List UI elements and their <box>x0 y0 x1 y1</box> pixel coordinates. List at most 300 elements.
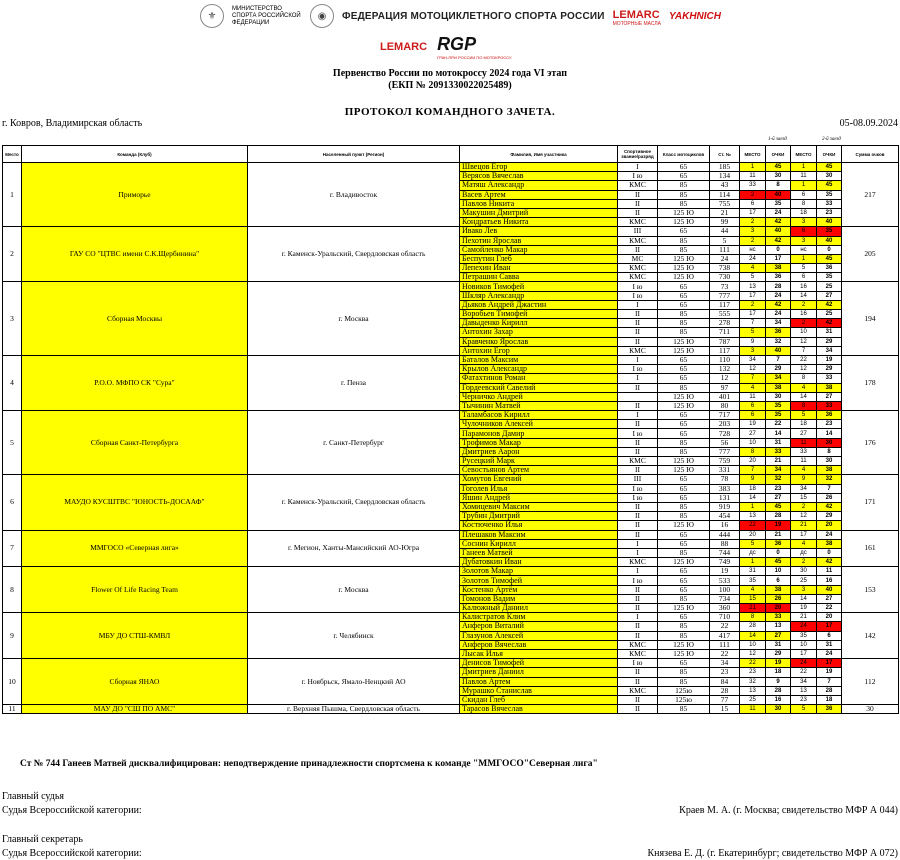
rider-number: 711 <box>710 328 740 337</box>
team-total-points: 153 <box>842 567 899 613</box>
col-r2-pts: ОЧКИ <box>817 146 842 163</box>
race2-place: 22 <box>791 355 817 364</box>
race1-place: 13 <box>740 686 766 695</box>
rider-name: Яшин Андрей <box>460 493 618 502</box>
race2-points: 19 <box>817 668 842 677</box>
rider-rank: II <box>618 337 658 346</box>
rider-rank: I ю <box>618 576 658 585</box>
rider-number: 717 <box>710 411 740 420</box>
rider-class: 85 <box>658 631 710 640</box>
race1-place: 1 <box>740 502 766 511</box>
race1-points: 19 <box>766 521 791 530</box>
team-city: г. Каменск-Уральский, Свердловская область <box>248 227 460 282</box>
rider-class: 85 <box>658 181 710 190</box>
rider-rank <box>618 392 658 401</box>
table-row <box>3 411 899 420</box>
rider-number: 19 <box>710 567 740 576</box>
rider-class: 65 <box>658 411 710 420</box>
race2-place: 8 <box>791 401 817 410</box>
rider-number: 21 <box>710 208 740 217</box>
race1-label: 1-й заезд <box>768 137 787 142</box>
race1-points: 22 <box>766 420 791 429</box>
race2-points: 11 <box>817 567 842 576</box>
race2-place: 2 <box>791 319 817 328</box>
race2-place: 12 <box>791 337 817 346</box>
race1-points: 36 <box>766 328 791 337</box>
rider-name: Чулочников Алексей <box>460 420 618 429</box>
race2-place: 3 <box>791 236 817 245</box>
race2-points: 24 <box>817 530 842 539</box>
col-class: Класс мотоциклов <box>658 146 710 163</box>
race2-points: 42 <box>817 558 842 567</box>
rider-class: 65 <box>658 429 710 438</box>
race1-place: 8 <box>740 447 766 456</box>
race1-points: 29 <box>766 649 791 658</box>
race1-place: 14 <box>740 493 766 502</box>
rider-number: 22 <box>710 622 740 631</box>
rider-number: 185 <box>710 163 740 172</box>
rider-number: 22 <box>710 649 740 658</box>
team-place: 5 <box>3 411 22 475</box>
rider-name: Матяш Александр <box>460 181 618 190</box>
race2-place: 8 <box>791 199 817 208</box>
race1-place: 6 <box>740 401 766 410</box>
race2-place: 6 <box>791 190 817 199</box>
rider-rank: II <box>618 245 658 254</box>
race1-points: 29 <box>766 365 791 374</box>
race2-points: 27 <box>817 291 842 300</box>
race2-points: 0 <box>817 548 842 557</box>
race1-points: 17 <box>766 254 791 263</box>
race1-points: 0 <box>766 548 791 557</box>
race2-place: 4 <box>791 466 817 475</box>
rider-rank: МС <box>618 254 658 263</box>
race2-points: 20 <box>817 521 842 530</box>
team-name: Сборная Москвы <box>22 282 248 356</box>
rider-number: 88 <box>710 539 740 548</box>
rider-number: 777 <box>710 447 740 456</box>
rider-class: 125 Ю <box>658 273 710 282</box>
rider-rank: I <box>618 548 658 557</box>
race2-points: 40 <box>817 585 842 594</box>
race2-points: 24 <box>817 649 842 658</box>
race1-points: 45 <box>766 163 791 172</box>
rider-name: Анферов Вячеслав <box>460 640 618 649</box>
rider-number: 12 <box>710 374 740 383</box>
rider-number: 80 <box>710 401 740 410</box>
rider-rank: II <box>618 383 658 392</box>
team-place: 11 <box>3 705 22 714</box>
rider-name: Дмитриев Даниил <box>460 668 618 677</box>
race1-points: 21 <box>766 457 791 466</box>
rider-number: 43 <box>710 181 740 190</box>
rider-rank: II <box>618 622 658 631</box>
rider-name: Дьяков Андрей Джастин <box>460 300 618 309</box>
race2-place: 18 <box>791 208 817 217</box>
race1-place: 21 <box>740 604 766 613</box>
rider-class: 125ю <box>658 695 710 704</box>
rider-rank: II <box>618 604 658 613</box>
race2-points: 45 <box>817 181 842 190</box>
rider-rank: II <box>618 208 658 217</box>
race1-place: 2 <box>740 236 766 245</box>
race1-place: 6 <box>740 411 766 420</box>
col-rank: Спортивное звание/разряд <box>618 146 658 163</box>
rider-name: Анферов Виталий <box>460 622 618 631</box>
race2-place: 35 <box>791 631 817 640</box>
rider-rank: II <box>618 199 658 208</box>
team-total-points: 112 <box>842 659 899 705</box>
race2-place: 10 <box>791 640 817 649</box>
race2-place: 19 <box>791 604 817 613</box>
race2-points: 33 <box>817 199 842 208</box>
race1-points: 40 <box>766 227 791 236</box>
rider-rank: II <box>618 319 658 328</box>
race1-points: 16 <box>766 695 791 704</box>
race2-place: 2 <box>791 558 817 567</box>
rider-class: 65 <box>658 585 710 594</box>
race1-place: 27 <box>740 429 766 438</box>
rider-number: 555 <box>710 310 740 319</box>
rider-name: Гоголев Илья <box>460 484 618 493</box>
race2-place: 8 <box>791 374 817 383</box>
race2-points: 32 <box>817 475 842 484</box>
chief-judge-name: Краев М. А. (г. Москва; свидетельство МФР А 044) <box>679 805 898 816</box>
lemarc-logo-2: LEMARC <box>380 41 428 53</box>
rider-number: 533 <box>710 576 740 585</box>
race2-points: 19 <box>817 355 842 364</box>
race2-points: 23 <box>817 420 842 429</box>
race1-place: 6 <box>740 199 766 208</box>
rgp-text: RGP <box>437 34 477 54</box>
race1-points: 28 <box>766 686 791 695</box>
venue-city: г. Ковров, Владимирская область <box>2 118 143 129</box>
rider-class: 125 Ю <box>658 457 710 466</box>
rider-number: 132 <box>710 365 740 374</box>
rider-rank: II <box>618 310 658 319</box>
rider-class: 65 <box>658 291 710 300</box>
race2-points: 31 <box>817 328 842 337</box>
rider-rank: I ю <box>618 172 658 181</box>
race2-place: 23 <box>791 695 817 704</box>
race2-place: 21 <box>791 613 817 622</box>
race2-place: 33 <box>791 447 817 456</box>
rider-name: Тычинин Матвей <box>460 401 618 410</box>
rider-class: 85 <box>658 190 710 199</box>
race2-points: 17 <box>817 622 842 631</box>
rider-number: 759 <box>710 457 740 466</box>
race1-place: 28 <box>740 622 766 631</box>
rider-name: Кондратьев Никита <box>460 218 618 227</box>
race2-place: 12 <box>791 512 817 521</box>
race1-place: 13 <box>740 282 766 291</box>
race1-place: 1 <box>740 558 766 567</box>
rider-rank: II <box>618 705 658 714</box>
rider-rank: II <box>618 401 658 410</box>
team-name: Сборная Санкт-Петербурга <box>22 411 248 475</box>
race2-label: 2-й заезд <box>822 137 841 142</box>
rider-class: 65 <box>658 365 710 374</box>
chief-secretary-title: Главный секретарь <box>2 834 83 845</box>
rider-class: 65 <box>658 659 710 668</box>
team-place: 9 <box>3 613 22 659</box>
race1-place: 11 <box>740 172 766 181</box>
race2-place: 15 <box>791 493 817 502</box>
race2-points: 29 <box>817 365 842 374</box>
race2-points: 7 <box>817 484 842 493</box>
rider-rank: II <box>618 420 658 429</box>
race1-place: 8 <box>740 613 766 622</box>
rider-number: 78 <box>710 475 740 484</box>
rider-name: Петрашин Савва <box>460 273 618 282</box>
race1-points: 40 <box>766 346 791 355</box>
rider-rank: II <box>618 447 658 456</box>
race1-points: 34 <box>766 374 791 383</box>
federation-emblem-icon: ◉ <box>310 4 334 28</box>
race1-points: 38 <box>766 383 791 392</box>
race1-points: 36 <box>766 539 791 548</box>
race2-place: 24 <box>791 622 817 631</box>
rider-name: Макушин Дмитрий <box>460 208 618 217</box>
rider-number: 111 <box>710 640 740 649</box>
race1-points: 35 <box>766 401 791 410</box>
rider-name: Самойленко Макар <box>460 245 618 254</box>
rider-number: 749 <box>710 558 740 567</box>
race2-place: 34 <box>791 484 817 493</box>
team-place: 4 <box>3 355 22 410</box>
rider-class: 65 <box>658 420 710 429</box>
team-place: 3 <box>3 282 22 356</box>
rider-number: 100 <box>710 585 740 594</box>
team-place: 7 <box>3 530 22 567</box>
rider-name: Крылов Александр <box>460 365 618 374</box>
race2-points: 20 <box>817 613 842 622</box>
table-row <box>3 705 899 714</box>
race2-points: 35 <box>817 227 842 236</box>
race1-place: 33 <box>740 181 766 190</box>
rider-name: Шкляр Александр <box>460 291 618 300</box>
rider-rank: КМС <box>618 236 658 245</box>
race2-place: 5 <box>791 705 817 714</box>
rider-number: 28 <box>710 686 740 695</box>
rider-number: 383 <box>710 484 740 493</box>
race2-place: 4 <box>791 383 817 392</box>
race2-place: 14 <box>791 594 817 603</box>
rider-name: Костенко Артём <box>460 585 618 594</box>
rider-class: 125 Ю <box>658 218 710 227</box>
rider-name: Плешаков Максим <box>460 530 618 539</box>
rider-name: Русецкий Марк <box>460 457 618 466</box>
race1-points: 45 <box>766 558 791 567</box>
rider-class: 125 Ю <box>658 208 710 217</box>
col-city: Населенный пункт (Регион) <box>248 146 460 163</box>
rider-class: 125 Ю <box>658 337 710 346</box>
rider-rank: КМС <box>618 264 658 273</box>
rider-class: 65 <box>658 355 710 364</box>
rider-name: Антохин Егор <box>460 346 618 355</box>
race1-points: 20 <box>766 604 791 613</box>
rider-class: 125 Ю <box>658 604 710 613</box>
table-row <box>3 282 899 291</box>
race1-place: 17 <box>740 291 766 300</box>
race2-points: 38 <box>817 466 842 475</box>
race2-place: 1 <box>791 181 817 190</box>
rider-number: 134 <box>710 172 740 181</box>
rider-name: Калистратов Клим <box>460 613 618 622</box>
disqualification-note: Ст № 744 Ганеев Матвей дисквалифицирован: неподтверждение принадлежности спортсмена к команде "ММГОСО"Северная лига" <box>20 759 598 769</box>
rider-name: Давыденко Кирилл <box>460 319 618 328</box>
rider-rank: I ю <box>618 484 658 493</box>
race1-place: 34 <box>740 355 766 364</box>
team-city: г. Владивосток <box>248 163 460 227</box>
race2-points: 25 <box>817 310 842 319</box>
race2-points: 40 <box>817 218 842 227</box>
rider-rank: II <box>618 190 658 199</box>
rider-name: Кравченко Ярослав <box>460 337 618 346</box>
race2-points: 33 <box>817 401 842 410</box>
rider-name: Глазунов Алексей <box>460 631 618 640</box>
rider-number: 110 <box>710 355 740 364</box>
team-total-points: 161 <box>842 530 899 567</box>
race2-points: 27 <box>817 392 842 401</box>
race2-points: 42 <box>817 502 842 511</box>
race1-points: 38 <box>766 264 791 273</box>
rider-rank: I <box>618 163 658 172</box>
race2-place: 25 <box>791 576 817 585</box>
rider-rank: КМС <box>618 640 658 649</box>
race2-points: 29 <box>817 337 842 346</box>
team-city: г. Санкт-Петербург <box>248 411 460 475</box>
rider-name: Золотов Тимофей <box>460 576 618 585</box>
race2-points: 42 <box>817 300 842 309</box>
race1-place: 24 <box>740 254 766 263</box>
race2-place: 14 <box>791 291 817 300</box>
race-heads <box>0 137 900 145</box>
race1-points: 35 <box>766 411 791 420</box>
race2-points: 0 <box>817 245 842 254</box>
lemarc-logo <box>613 5 661 27</box>
race1-place: 22 <box>740 659 766 668</box>
rider-number: 401 <box>710 392 740 401</box>
race2-points: 36 <box>817 705 842 714</box>
sponsor-logos-row-2 <box>380 34 580 60</box>
race2-points: 33 <box>817 374 842 383</box>
lemarc-text: LEMARC <box>612 9 660 21</box>
lemarc-subtext: МОТОРНЫЕ МАСЛА <box>612 21 661 27</box>
team-total-points: 194 <box>842 282 899 356</box>
race2-points: 25 <box>817 282 842 291</box>
rider-name: Тарасов Вячеслав <box>460 705 618 714</box>
race2-points: 26 <box>817 493 842 502</box>
rider-class: 125 Ю <box>658 346 710 355</box>
race1-place: 10 <box>740 640 766 649</box>
race1-place: 12 <box>740 649 766 658</box>
rider-name: Трофимов Макар <box>460 438 618 447</box>
race2-place: 17 <box>791 530 817 539</box>
rider-rank: I <box>618 613 658 622</box>
race1-place: 17 <box>740 310 766 319</box>
race2-points: 8 <box>817 447 842 456</box>
race1-place: 3 <box>740 227 766 236</box>
race1-points: 21 <box>766 530 791 539</box>
rider-class: 65 <box>658 613 710 622</box>
race2-place: 14 <box>791 392 817 401</box>
race1-points: 23 <box>766 484 791 493</box>
championship-title: Первенство России по мотокроссу 2024 года VI этап <box>332 68 568 79</box>
race2-points: 42 <box>817 319 842 328</box>
race2-place: 3 <box>791 218 817 227</box>
team-name: Flower Of Life Racing Team <box>22 567 248 613</box>
rider-number: 15 <box>710 705 740 714</box>
rider-rank: II <box>618 438 658 447</box>
race1-points: 13 <box>766 622 791 631</box>
rider-rank: КМС <box>618 558 658 567</box>
rider-number: 278 <box>710 319 740 328</box>
race2-points: 40 <box>817 236 842 245</box>
rider-name: Калюжный Даниил <box>460 604 618 613</box>
race1-points: 32 <box>766 475 791 484</box>
team-total-points: 205 <box>842 227 899 282</box>
rider-rank: II <box>618 594 658 603</box>
race1-points: 42 <box>766 236 791 245</box>
rgp-subtext: ГРАН-ПРИ РОССИИ ПО МОТОКРОССУ <box>437 55 512 60</box>
race1-points: 24 <box>766 208 791 217</box>
table-row <box>3 613 899 622</box>
rider-name: Беспутин Глеб <box>460 254 618 263</box>
rider-number: 744 <box>710 548 740 557</box>
rider-number: 331 <box>710 466 740 475</box>
rider-number: 117 <box>710 346 740 355</box>
rider-name: Денисов Тимофей <box>460 659 618 668</box>
team-name: ГАУ СО "ЦТВС имени С.К.Щербинина" <box>22 227 248 282</box>
rider-rank: КМС <box>618 649 658 658</box>
race1-place: 18 <box>740 484 766 493</box>
protocol-title: ПРОТОКОЛ КОМАНДНОГО ЗАЧЕТА. <box>344 106 556 118</box>
race2-place: 27 <box>791 429 817 438</box>
rider-class: 85 <box>658 622 710 631</box>
team-city: г. Каменск-Уральский, Свердловская область <box>248 475 460 530</box>
rider-name: Воробьев Тимофей <box>460 310 618 319</box>
team-total-points: 30 <box>842 705 899 714</box>
team-city: г. Мегион, Ханты-Мансийский АО-Югра <box>248 530 460 567</box>
rider-name: Костюченко Илья <box>460 521 618 530</box>
race2-place: 16 <box>791 310 817 319</box>
race1-points: 9 <box>766 677 791 686</box>
rider-name: Лысак Илья <box>460 649 618 658</box>
rider-name: Дмитриев Аарон <box>460 447 618 456</box>
rider-rank: КМС <box>618 346 658 355</box>
race1-place: 2 <box>740 190 766 199</box>
race2-points: 45 <box>817 163 842 172</box>
rider-rank: КМС <box>618 686 658 695</box>
race2-points: 36 <box>817 411 842 420</box>
rider-name: Павлов Артем <box>460 677 618 686</box>
rider-class: 125 Ю <box>658 558 710 567</box>
race2-points: 16 <box>817 576 842 585</box>
rider-number: 131 <box>710 493 740 502</box>
rider-class: 125ю <box>658 686 710 695</box>
rider-class: 125 Ю <box>658 254 710 263</box>
table-row <box>3 355 899 364</box>
race2-points: 28 <box>817 686 842 695</box>
race1-points: 14 <box>766 429 791 438</box>
race2-place: 3 <box>791 585 817 594</box>
col-r1-place: МЕСТО <box>740 146 766 163</box>
race1-place: 31 <box>740 567 766 576</box>
race1-points: 31 <box>766 640 791 649</box>
race1-points: 34 <box>766 466 791 475</box>
rider-number: 99 <box>710 218 740 227</box>
